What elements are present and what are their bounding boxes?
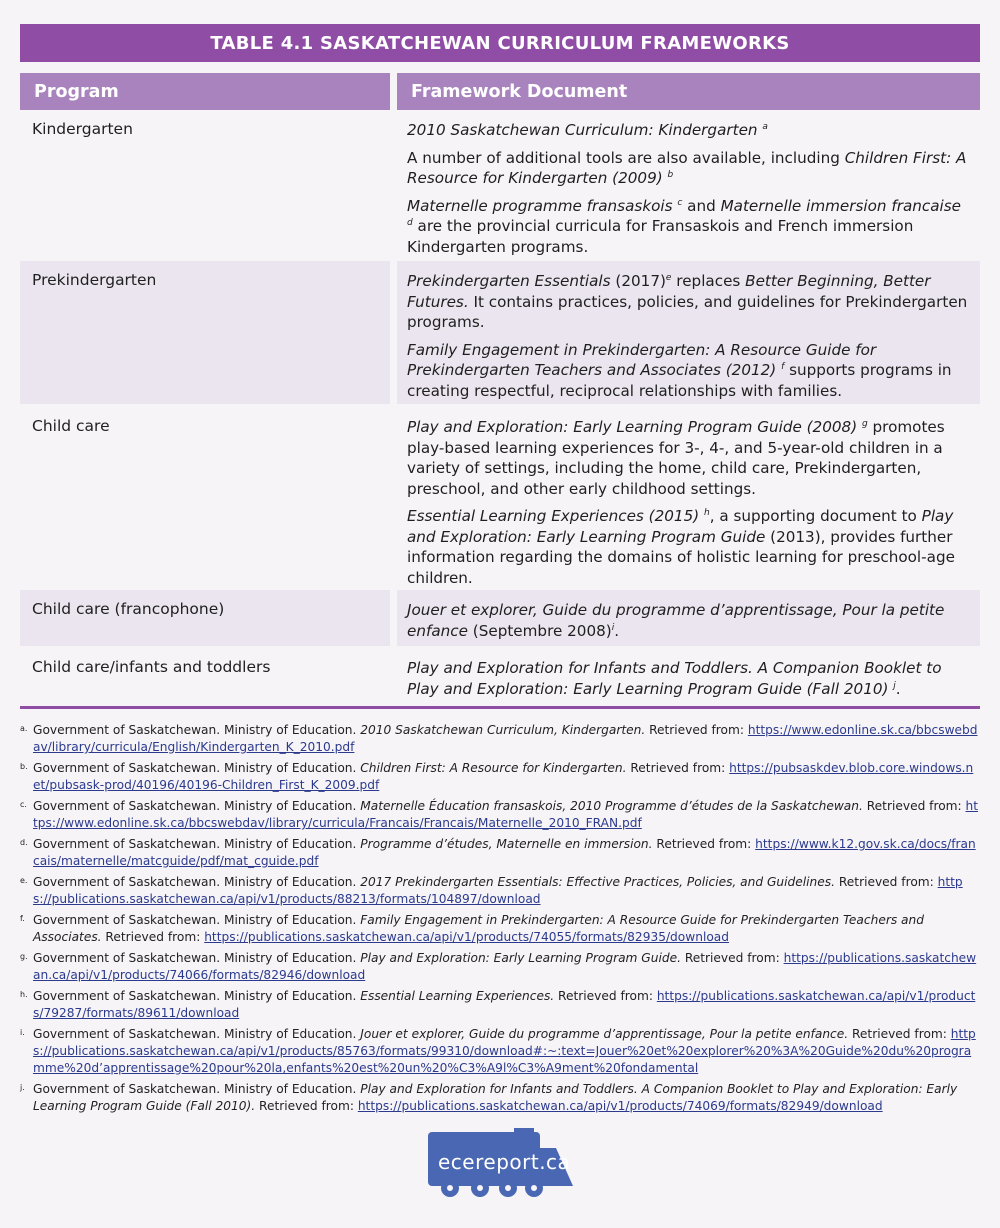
text: Government of Saskatchewan. Ministry of Education. [33, 1082, 361, 1096]
footnote-link[interactable]: https://publications.saskatchewan.ca/api/v1/products/79287/formats/89611/download [33, 989, 976, 1020]
document-title: Maternelle Éducation fransaskois, 2010 Programme d’études de la Saskatchewan. [360, 799, 863, 813]
text: Government of Saskatchewan. Ministry of Education. [33, 989, 361, 1003]
text: replaces [671, 272, 746, 290]
table-row [20, 648, 980, 704]
footnote-mark: j. [20, 1083, 25, 1092]
document-title: Maternelle immersion francaise [720, 196, 962, 215]
text: Retrieved from: [680, 951, 784, 965]
document-title: Play and Exploration: Early Learning Program Guide (2008) [407, 418, 858, 436]
document-title: Play and Exploration: Early Learning Program Guide. [360, 951, 681, 965]
document-title: Programme d’études, Maternelle en immersion. [360, 837, 653, 851]
table-title: TABLE 4.1 SASKATCHEWAN CURRICULUM FRAMEWORKS [20, 24, 980, 62]
document-title: 2010 Saskatchewan Curriculum: Kindergarten [407, 121, 758, 139]
document-title: Essential Learning Experiences (2015) [407, 507, 700, 525]
document-title: Play and Exploration: Early Learning Program Guide [407, 507, 954, 546]
text: Government of Saskatchewan. Ministry of Education. [33, 913, 361, 927]
text: Government of Saskatchewan. Ministry of Education. [33, 951, 361, 965]
footnote-mark: b. [20, 762, 28, 771]
footnote-ref: c [677, 197, 683, 208]
header-program: Program [20, 73, 390, 110]
table-header [20, 73, 980, 110]
footnotes [20, 722, 980, 1119]
footnote [20, 874, 980, 908]
document-title: Maternelle programme fransaskois [407, 196, 673, 215]
footnote-mark: a. [20, 724, 28, 733]
text: Retrieved from: [652, 837, 756, 851]
document-title: Family Engagement in Prekindergarten: A Resource Guide for Prekindergarten Teachers and Associates (2012) [407, 340, 877, 379]
program-cell: Prekindergarten [20, 261, 390, 404]
footnote [20, 722, 980, 756]
footnote [20, 1026, 980, 1077]
text: Government of Saskatchewan. Ministry of Education. [33, 1027, 361, 1041]
table-row [20, 110, 980, 258]
footnote-mark: h. [20, 990, 28, 999]
text: Retrieved from: [626, 761, 730, 775]
framework-cell [397, 407, 980, 587]
footnote-ref: i [611, 622, 615, 633]
text: (2017) [610, 272, 666, 290]
text: and [682, 196, 721, 215]
footnote-mark: d. [20, 838, 28, 847]
table-bottom-rule [20, 706, 980, 709]
text: Retrieved from: [862, 799, 966, 813]
table-row [20, 407, 980, 587]
text: Retrieved from: [835, 875, 938, 889]
footnote-ref: j [893, 680, 896, 691]
footnote [20, 798, 980, 832]
program-cell: Child care (francophone) [20, 590, 390, 646]
footnote-link[interactable]: https://publications.saskatchewan.ca/api/v1/products/74066/formats/82946/download [33, 951, 977, 982]
program-cell: Child care [32, 417, 110, 435]
footnote-link[interactable]: https://pubsaskdev.blob.core.windows.net/pubsask-prod/40196/40196-Children_First_K_2009.pdf [33, 761, 974, 792]
document-title: Better Beginning, Better Futures. [407, 272, 931, 311]
table-row [20, 590, 980, 646]
footnote [20, 912, 980, 946]
footnote-link[interactable]: https://www.edonline.sk.ca/bbcswebdav/library/curricula/Francais/Francais/Maternelle_2010_FRAN.pdf [33, 799, 979, 830]
text: Government of Saskatchewan. Ministry of Education. [33, 799, 361, 813]
framework-cell [397, 110, 980, 258]
footnote-mark: c. [20, 800, 27, 809]
footnote-mark: e. [20, 876, 28, 885]
footnote-mark: g. [20, 952, 28, 961]
footnote-link[interactable]: https://www.edonline.sk.ca/bbcswebdav/library/curricula/English/Kindergarten_K_2010.pdf [33, 723, 978, 754]
text: . [895, 679, 901, 698]
text: Retrieved from: [645, 723, 748, 737]
text: Retrieved from: [101, 930, 205, 944]
text: promotes play-based learning experiences for 3-, 4-, and 5-year-old children in a variety of settings, including the home, child care, Prekindergarten, preschool, and other early childhood settings. [407, 418, 945, 498]
text: Government of Saskatchewan. Ministry of Education. [33, 875, 361, 889]
program-cell: Kindergarten [32, 120, 133, 138]
footnote-ref: e [665, 272, 672, 283]
header-framework: Framework Document [397, 73, 980, 110]
text: Government of Saskatchewan. Ministry of Education. [33, 761, 361, 775]
footnote-link[interactable]: https://publications.saskatchewan.ca/api/v1/products/85763/formats/99310/download#:~:text=Jouer%20et%20explorer%20%3A%20Guide%20du%20programme%20d’apprentissage%20pour%20la,enfants%20est%20un%20%C3%A9l%C3%A9ment%20fondamental [33, 1027, 976, 1075]
document-title: Play and Exploration for Infants and Toddlers. A Companion Booklet to Play and Exploration: Early Learning Program Guide (Fall 2010) [407, 659, 942, 698]
text: Retrieved from: [255, 1099, 358, 1113]
text: Retrieved from: [848, 1027, 951, 1041]
text: Government of Saskatchewan. Ministry of Education. [33, 837, 361, 851]
text: Retrieved from: [554, 989, 657, 1003]
program-cell: Child care/infants and toddlers [32, 658, 271, 676]
footnote-ref: f [781, 361, 785, 372]
footnote-link[interactable]: https://publications.saskatchewan.ca/api/v1/products/88213/formats/104897/download [33, 875, 963, 906]
footnote-link[interactable]: https://publications.saskatchewan.ca/api/v1/products/74069/formats/82949/download [357, 1099, 883, 1113]
document-title: Jouer et explorer, Guide du programme d’apprentissage, Pour la petite enfance [407, 601, 945, 640]
document-title: Prekindergarten Essentials [407, 272, 611, 290]
footnote-mark: f. [20, 914, 25, 923]
document-title: Essential Learning Experiences. [360, 989, 555, 1003]
text: Government of Saskatchewan. Ministry of Education. [33, 723, 361, 737]
framework-cell [397, 590, 980, 646]
document-title: 2017 Prekindergarten Essentials: Effective Practices, Policies, and Guidelines. [360, 875, 835, 889]
footnote [20, 988, 980, 1022]
text: are the provincial curricula for Fransaskois and French immersion Kindergarten programs. [407, 217, 914, 256]
text: A number of additional tools are also available, including [407, 148, 845, 167]
footnote-link[interactable]: https://publications.saskatchewan.ca/api/v1/products/74055/formats/82935/download [204, 930, 729, 944]
document-title: Play and Exploration for Infants and Toddlers. A Companion Booklet to Play and Exploration: Early Learning Program Guide (Fall 2010). [33, 1082, 958, 1113]
logo-text: ecereport.ca [438, 1150, 571, 1174]
footnote [20, 950, 980, 984]
framework-cell [397, 261, 980, 404]
text: supports programs in creating respectful, reciprocal relationships with families. [407, 361, 952, 400]
footnote-mark: i. [20, 1028, 25, 1037]
footnote-ref: d [407, 217, 413, 228]
table-row [20, 261, 980, 404]
footnote [20, 1081, 980, 1115]
text: (Septembre 2008) [467, 621, 612, 640]
footnote [20, 836, 980, 870]
footnote [20, 760, 980, 794]
document-title: Family Engagement in Prekindergarten: A Resource Guide for Prekindergarten Teachers and Associates. [33, 913, 924, 944]
document-title: Children First: A Resource for Kindergarten. [360, 761, 627, 775]
footnote-ref: a [762, 121, 768, 132]
footnote-ref: b [667, 169, 674, 180]
footnote-ref: g [861, 418, 868, 429]
document-title: 2010 Saskatchewan Curriculum, Kindergarten. [360, 723, 646, 737]
text: . [614, 621, 620, 640]
footnote-link[interactable]: https://www.k12.gov.sk.ca/docs/francais/maternelle/matcguide/pdf/mat_cguide.pdf [33, 837, 976, 868]
framework-cell [397, 648, 980, 704]
document-title: Children First: A Resource for Kindergarten (2009) [407, 148, 967, 187]
footnote-ref: h [703, 507, 710, 518]
text: It contains practices, policies, and guidelines for Prekindergarten programs. [407, 292, 968, 331]
text: , a supporting document to [709, 507, 922, 525]
document-title: Jouer et explorer, Guide du programme d’apprentissage, Pour la petite enfance. [360, 1027, 849, 1041]
text: (2013), provides further information regarding the domains of holistic learning for preschool-age children. [407, 527, 955, 587]
